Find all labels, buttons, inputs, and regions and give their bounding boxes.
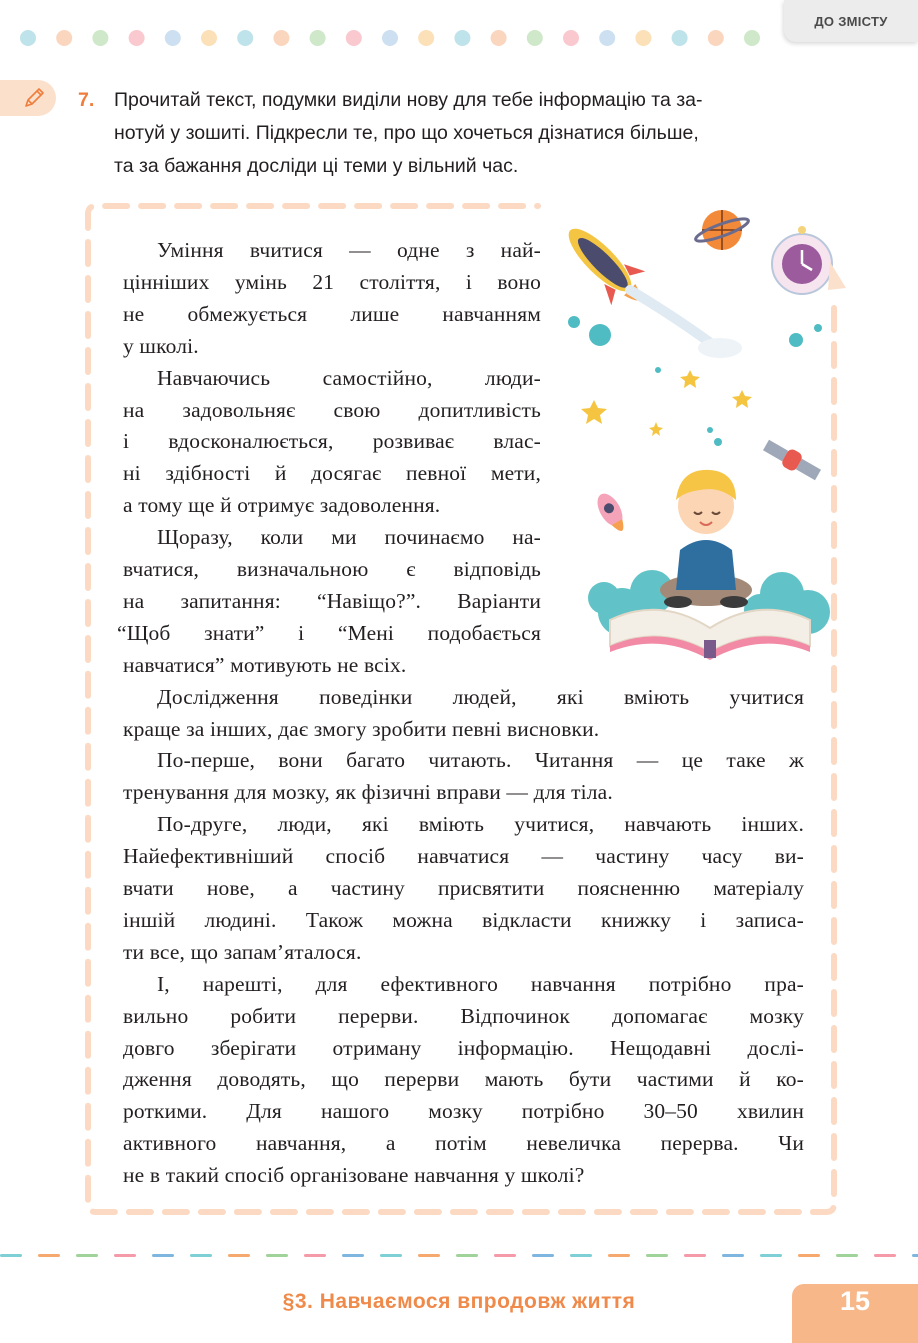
task-line: нотуй у зошиті. Підкресли те, про що хочеться дізнатися більше, [114, 122, 699, 144]
decor-dot [382, 30, 398, 46]
article-line: не обмежується лише навчанням [123, 301, 541, 326]
decor-dot [635, 30, 651, 46]
article-line: а тому ще й отримує задоволення. [123, 493, 441, 518]
decor-dot [599, 30, 615, 46]
decor-dot [92, 30, 108, 46]
decor-dot [56, 30, 72, 46]
decor-dash [266, 1254, 288, 1257]
decor-dash [798, 1254, 820, 1257]
decor-dash [646, 1254, 668, 1257]
article-line: навчатися” мотивують не всіх. [123, 652, 407, 677]
article-line: ти все, що запам’яталося. [123, 939, 362, 964]
decor-dot [201, 30, 217, 46]
decor-dot [418, 30, 434, 46]
decor-dash [418, 1254, 440, 1257]
article-line: краще за інших, дає змогу зробити певні висновки. [123, 716, 600, 741]
decor-dash [570, 1254, 592, 1257]
article-line: ні здібності й досягає певної мети, [123, 461, 541, 486]
article-line: на задовольняє свою допитливість [123, 397, 541, 422]
decor-dash [0, 1254, 22, 1257]
article-line: активного навчання, а потім невеличка перерва. Чи [123, 1131, 804, 1156]
decor-dash [152, 1254, 174, 1257]
task-line: Прочитай текст, подумки виділи нову для тебе інформацію та за- [114, 89, 703, 111]
article-line: Навчаючись самостійно, люди- [157, 365, 541, 390]
article-line: роткими. Для нашого мозку потрібно 30–50 хвилин [123, 1099, 804, 1124]
article-line: і вдосконалюється, розвиває влас- [123, 429, 541, 454]
article-line: вчатися, визначальною є відповідь [123, 557, 541, 581]
article-line: “Щоб знати” і “Мені подобається [117, 620, 541, 645]
article-line: вильно робити перерви. Відпочинок допомагає мозку [123, 1003, 804, 1028]
decor-dash [532, 1254, 554, 1257]
decor-dot [708, 30, 724, 46]
article-line: І, нарешті, для ефективного навчання потрібно пра- [157, 971, 804, 996]
bottom-dashes-decoration [0, 1252, 918, 1260]
open-book-icon [610, 610, 810, 660]
decor-dot [672, 30, 688, 46]
article-line: у школі. [123, 333, 199, 358]
article-line: іншій людині. Також можна відкласти книжку і записа- [123, 907, 804, 932]
decor-dot [527, 30, 543, 46]
article-line: цінніших умінь 21 століття, і воно [123, 269, 541, 294]
decor-dash [76, 1254, 98, 1257]
article-line: дження доводять, що перерви мають бути частими й ко- [123, 1067, 804, 1092]
decor-dot [454, 30, 470, 46]
decor-dot [129, 30, 145, 46]
task-line: та за бажання досліди ці теми у вільний час. [114, 155, 519, 177]
section-title: §3. Навчаємося впродовж життя [282, 1290, 636, 1313]
decor-dot [310, 30, 326, 46]
pencil-icon [22, 86, 46, 110]
decor-dash [722, 1254, 744, 1257]
decor-dot [237, 30, 253, 46]
toc-button-label: ДО ЗМІСТУ [814, 13, 888, 29]
article-line: на запитання: “Навіщо?”. Варіанти [123, 588, 541, 613]
decor-dash [684, 1254, 706, 1257]
decor-dot [563, 30, 579, 46]
decor-dash [38, 1254, 60, 1257]
article-line: Найефективніший спосіб навчатися — частину часу ви- [123, 844, 804, 869]
task-number: 7. [78, 89, 95, 111]
decor-dash [494, 1254, 516, 1257]
decor-dot [165, 30, 181, 46]
article-line: тренування для мозку, як фізичні вправи — для тіла. [123, 780, 613, 805]
decor-dot [491, 30, 507, 46]
article-line: Уміння вчитися — одне з най- [157, 238, 541, 262]
decor-dash [380, 1254, 402, 1257]
small-rocket-icon [592, 489, 630, 535]
decor-dash [874, 1254, 896, 1257]
decor-dash [228, 1254, 250, 1257]
decor-dash [342, 1254, 364, 1257]
decor-dash [114, 1254, 136, 1257]
decor-dash [608, 1254, 630, 1257]
article-line: Щоразу, коли ми починаємо на- [157, 525, 541, 550]
decor-dot [744, 30, 760, 46]
decor-dash [456, 1254, 478, 1257]
article-line: По-перше, вони багато читають. Читання — це таке ж [157, 748, 804, 773]
decor-dot [273, 30, 289, 46]
article-line: По-друге, люди, які вміють учитися, навчають інших. [157, 812, 804, 837]
article-line: Дослідження поведінки людей, які вміють учитися [157, 684, 804, 709]
decor-dash [912, 1254, 918, 1257]
satellite-icon [761, 436, 823, 483]
top-dots-decoration [18, 28, 918, 48]
page-number: 15 [839, 1286, 871, 1316]
article-line: вчати нове, а частину присвятити поясненню матеріалу [123, 876, 804, 900]
decor-dash [836, 1254, 858, 1257]
decor-dot [346, 30, 362, 46]
decor-dash [760, 1254, 782, 1257]
table-of-contents-button[interactable] [784, 0, 918, 42]
decor-dash [190, 1254, 212, 1257]
boy-reading-book-illustration [560, 200, 850, 660]
decor-dash [304, 1254, 326, 1257]
article-line: не в такий спосіб організоване навчання у школі? [123, 1163, 585, 1188]
boy-figure [660, 470, 752, 608]
task-marker-tab [0, 80, 56, 116]
article-line: довго зберігати отриману інформацію. Нещодавні дослі- [123, 1035, 804, 1060]
decor-dot [20, 30, 36, 46]
